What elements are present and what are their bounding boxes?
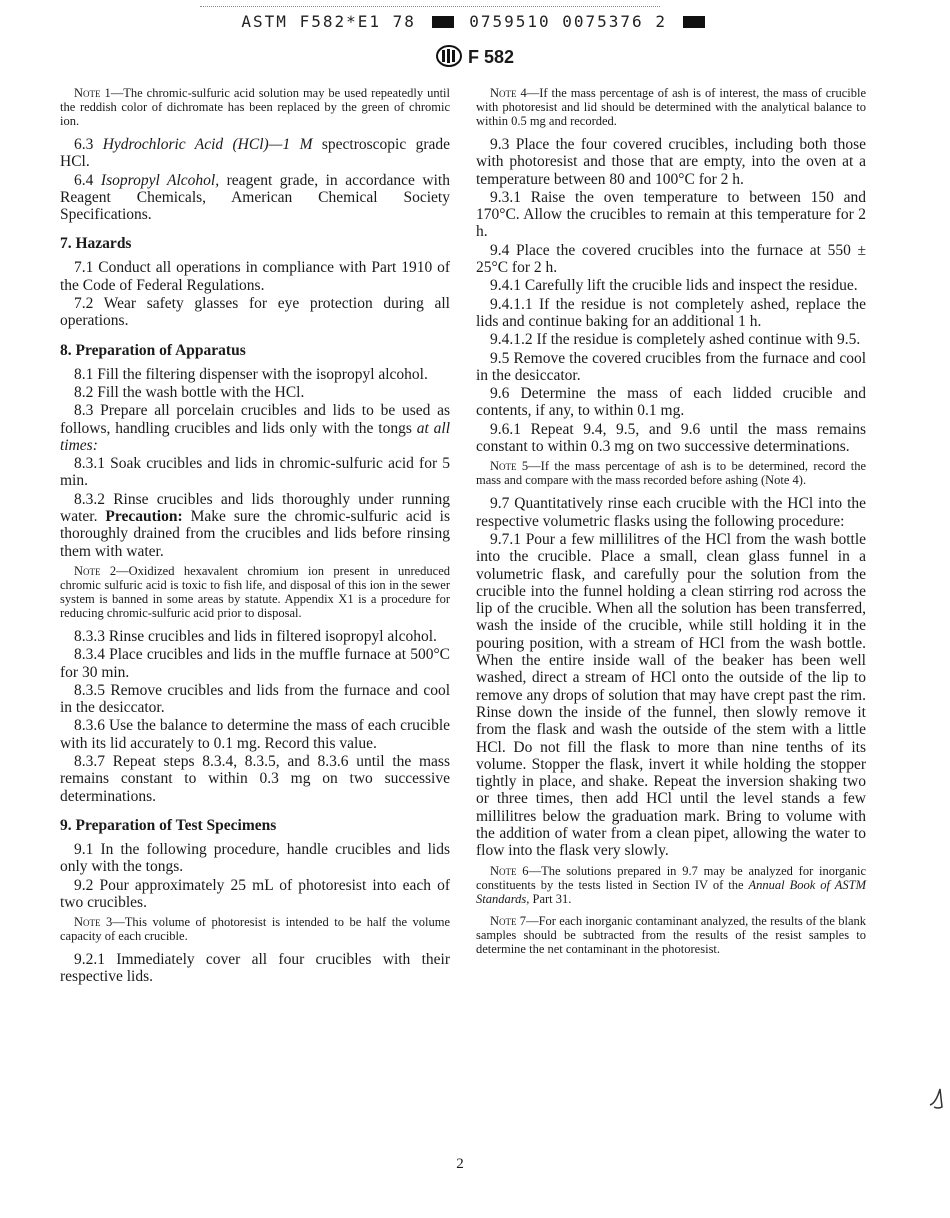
paragraph-number: 9.6 [490,385,510,403]
numbered-paragraph [60,753,450,805]
paragraph-number: 6.4 [74,171,94,189]
numbered-paragraph [60,402,450,454]
paragraph-text: If the residue is not completely ashed, replace the lids and continue baking for an additional 1 h. [476,295,866,330]
numbered-paragraph [60,628,450,645]
note-label: Note 7 [490,913,527,928]
numbered-paragraph [60,455,450,490]
paragraph-text: Pour approximately 25 mL of photoresist into each of two crucibles. [60,876,451,911]
paragraph-text: Carefully lift the crucible lids and inspect the residue. [524,277,858,295]
section-heading: 9. Preparation of Test Specimens [60,816,277,834]
note-paragraph [476,914,866,956]
paragraph-text: Remove crucibles and lids from the furnace and cool in the desiccator. [60,681,451,717]
numbered-paragraph [476,189,866,241]
top-rule [200,6,660,7]
paragraph-text: Rinse crucibles and lids thoroughly under running water. [60,490,451,526]
paragraph-number: 8.3.4 [74,646,105,664]
paragraph-text-continued: Make sure the chromic-sulfuric acid is thoroughly drained from the crucibles and lids before rinsing them with water. [60,508,450,560]
note-paragraph [60,915,450,943]
paragraph-text: spectroscopic grade HCl. [60,136,450,171]
paragraph-text: Use the balance to determine the mass of each crucible with its lid accurately to 0.1 mg. Record this value. [60,717,451,752]
page-number: 2 [456,1156,464,1172]
astm-logo-icon [436,45,462,67]
paragraph-text: Fill the filtering dispenser with the isopropyl alcohol. [97,365,428,383]
numbered-paragraph [476,331,866,348]
designation-row [0,45,950,68]
paragraph-text: Place the four covered crucibles, including both those with photoresist and those that are empty, into the oven at a temperature between 80 and 100°C for 2 h. [476,136,866,188]
astm-stamp-line [0,12,950,31]
paragraph-italic: at all times: [60,419,450,454]
note-paragraph [476,459,866,487]
paragraph-text: Determine the mass of each lidded crucible and contents, if any, to within 0.1 mg. [476,385,867,420]
numbered-paragraph [60,717,450,752]
section-heading: 8. Preparation of Apparatus [60,341,246,359]
note-paragraph [60,86,450,128]
paragraph-number: 8.2 [74,383,94,401]
paragraph-text: —For each inorganic contaminant analyzed, the results of the blank samples should be subtracted from the results of the resist samples to determine the net contaminant in the photoresist. [476,913,866,956]
paragraph-number: 9.4 [490,241,510,259]
paragraph-text: If the residue is completely ashed continue with 9.5. [536,331,861,349]
section-heading: 7. Hazards [60,235,132,253]
paragraph-number: 9.7.1 [490,530,521,548]
numbered-paragraph [476,136,866,188]
left-column [60,82,450,987]
numbered-paragraph [60,366,450,383]
numbered-paragraph [476,242,866,277]
paragraph-text: Soak crucibles and lids in chromic-sulfuric acid for 5 min. [60,455,451,490]
numbered-paragraph [60,491,450,560]
paragraph-italic: Annual Book of ASTM Standards, [476,877,866,906]
paragraph-number: 8.3.1 [74,455,105,473]
numbered-paragraph [476,385,866,420]
paragraph-number: 9.5 [490,349,510,367]
right-column [476,82,866,964]
numbered-paragraph [60,951,450,986]
paragraph-text: Fill the wash bottle with the HCl. [97,383,305,401]
paragraph-text: Immediately cover all four crucibles with their respective lids. [60,951,450,986]
numbered-paragraph [476,277,866,294]
paragraph-title: Hydrochloric Acid (HCl)—1 [102,136,300,153]
paragraph-text: Raise the oven temperature to between 150 and 170°C. Allow the crucibles to remain at this temperature for 2 h. [476,188,867,241]
paragraph-text: —The chromic-sulfuric acid solution may be used repeatedly until the reddish color of dichromate has been replaced by the green of chromic ion. [60,86,450,128]
note-label: Note 3 [74,915,113,930]
paragraph-number: 9.2.1 [74,951,105,969]
numbered-paragraph [60,646,450,681]
paragraph-text: reagent grade, in accordance with Reagent Chemicals, American Chemical Society Specifications. [60,171,450,224]
paragraph-text: —If the mass percentage of ash is of interest, the mass of crucible with photoresist and lid should be determined with the analytical balance to within 0.5 mg and recorded. [476,86,867,128]
paragraph-number: 8.3.5 [74,681,105,699]
paragraph-text: Remove the covered crucibles from the furnace and cool in the desiccator. [476,349,867,384]
note-label: Note 1 [74,86,111,100]
paragraph-text: —If the mass percentage of ash is to be determined, record the mass and compare with the mass recorded before ashing (Note 4). [476,459,866,488]
stamp-mid: 0759510 0075376 2 [469,12,667,31]
numbered-paragraph [60,172,450,224]
paragraph-number: 9.6.1 [490,420,521,438]
paragraph-text: —The solutions prepared in 9.7 may be analyzed for inorganic constituents by the tests listed in Section IV of the [476,863,867,892]
paragraph-number: 9.4.1 [490,277,521,295]
numbered-paragraph [476,531,866,860]
numbered-paragraph [476,350,866,385]
numbered-paragraph [60,136,450,171]
note-label: Note 4 [490,86,527,100]
numbered-paragraph [60,259,450,294]
paragraph-number: 8.3.3 [74,627,105,645]
numbered-paragraph [476,296,866,331]
paragraph-text-continued: Part 31. [529,891,572,906]
paragraph-text: Quantitatively rinse each crucible with the HCl into the respective volumetric flasks using the following procedure: [476,495,866,530]
note-paragraph [476,86,866,128]
numbered-paragraph [60,295,450,330]
paragraph-number: 9.7 [490,495,510,513]
numbered-paragraph [476,495,866,530]
numbered-paragraph [476,421,866,456]
paragraph-bold: Precaution: [105,508,183,526]
paragraph-number: 7.2 [74,295,94,313]
stamp-block [432,16,454,28]
scan-mark-icon [928,1085,948,1113]
paragraph-number: 9.4.1.1 [490,295,533,313]
note-label: Note 6 [490,863,529,878]
numbered-paragraph [60,384,450,401]
paragraph-text: Place the covered crucibles into the furnace at 550 ± 25°C for 2 h. [476,241,867,277]
paragraph-number: 8.3 [74,402,94,420]
stamp-block [683,16,705,28]
paragraph-text: Pour a few millilitres of the HCl from the wash bottle into the crucible. Place a small, clean glass funnel in a volumetric flask, and carefully pour the solution from the crucible into the funnel holding a clean stirring rod across the lip of the crucible. When all the solution has been transferred, wash the inside of the crucible, while still holding it in the pouring position, with a stream of HCl from the wash bottle. When the entire inside wall of the beaker has been well washed, direct a stream of HCl onto the outside of the lip to remove any drops of solution that may have crept past the rim. Rinse down the inside of the funnel, then slowly remove it from the flask and wash the outside of the stem with a little HCl. Do not fill the flask to more than nine tenths of its volume. Stopper the flask, invert it while holding the stopper tightly in place, and shake. Repeat the inversion shaking two or three times, then add HCl until the level stands a few millilitres below the graduation mark. Bring to volume with the addition of water from a clean pipet, allowing the water to flow into the flask very slowly. [476,530,867,860]
paragraph-title: Isopropyl Alcohol, [100,171,220,189]
numbered-paragraph [60,877,450,912]
paragraph-number: 7.1 [74,259,94,277]
paragraph-text: Wear safety glasses for eye protection during all operations. [60,295,450,330]
paragraph-text: Repeat 9.4, 9.5, and 9.6 until the mass remains constant to within 0.3 mg on two successive determinations. [476,420,866,456]
note-paragraph [60,564,450,620]
stamp-left: ASTM F582*E1 78 [241,12,416,31]
paragraph-text: Conduct all operations in compliance with Part 1910 of the Code of Federal Regulations. [60,259,451,294]
designation: F 582 [467,47,515,67]
paragraph-number: 9.2 [74,876,94,894]
paragraph-text: —Oxidized hexavalent chromium ion present in unreduced chromic sulfuric acid is toxic to fish life, and disposal of this ion in the sewer system is banned in some areas by statute. Appendix X1 is a procedure for reducing chromic-sulfuric acid prior to disposal. [60,563,450,620]
note-label: Note 5 [490,459,529,474]
paragraph-number: 9.4.1.2 [490,331,533,349]
paragraph-number: 6.3 [74,136,94,153]
numbered-paragraph [60,682,450,717]
paragraph-title-unit: M [299,136,313,153]
paragraph-number: 8.3.2 [74,490,105,508]
paragraph-text: —This volume of photoresist is intended to be half the volume capacity of each crucible. [60,915,450,944]
paragraph-text: Repeat steps 8.3.4, 8.3.5, and 8.3.6 until the mass remains constant to within 0.3 mg on two successive determinations. [60,753,450,805]
note-label: Note 2 [74,563,117,578]
numbered-paragraph [60,841,450,876]
paragraph-number: 8.3.6 [74,717,105,735]
paragraph-number: 8.3.7 [74,753,105,771]
paragraph-text: In the following procedure, handle crucibles and lids only with the tongs. [60,840,450,876]
paragraph-text: Prepare all porcelain crucibles and lids to be used as follows, handling crucibles and lids only with the tongs [60,402,451,437]
paragraph-number: 9.3.1 [490,188,521,206]
paragraph-text: Place crucibles and lids in the muffle furnace at 500°C for 30 min. [60,646,450,681]
note-paragraph [476,864,866,906]
paragraph-text: Rinse crucibles and lids in filtered isopropyl alcohol. [108,627,437,645]
paragraph-number: 8.1 [74,365,94,383]
paragraph-number: 9.3 [490,136,510,153]
paragraph-number: 9.1 [74,840,94,858]
